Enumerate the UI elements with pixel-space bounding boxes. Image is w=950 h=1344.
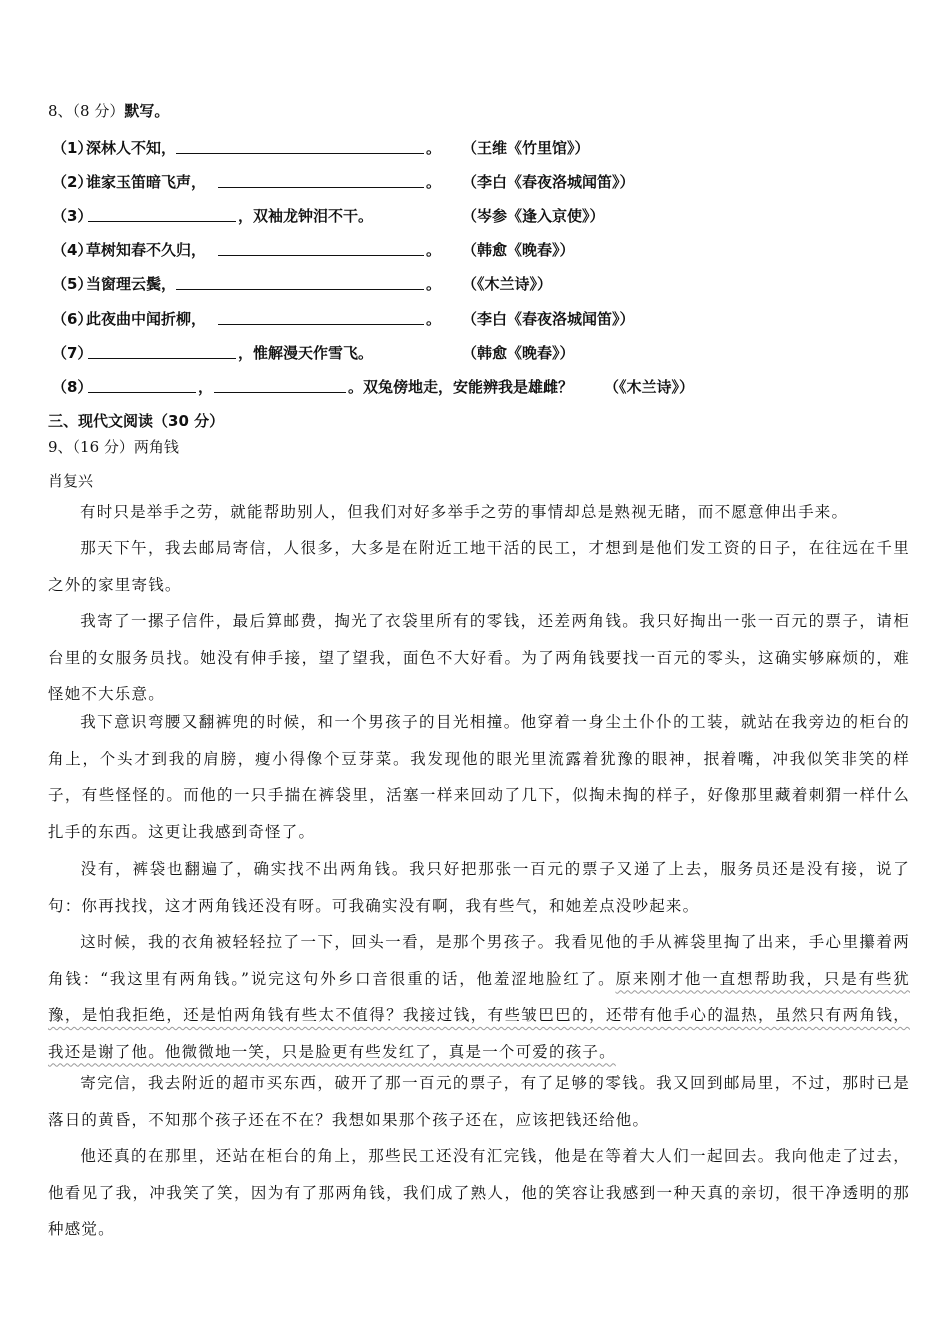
underlined-passage: 原来刚才他一直想帮助我，只是有些犹豫，是怕我拒绝，还是怕两角钱有些太不值得？我接过钱，有些皱巴巴的，还带有他手心的温热，虽然只有两角钱，我还是谢了他。他微微地一笑，只是脸更有些发红了，真是一个可爱的孩子。 [48, 969, 910, 1061]
verse-before: 深林人不知， [86, 139, 177, 157]
verse-after: 。 [426, 275, 442, 293]
paragraph-text: 有时只是举手之劳，就能帮助别人，但我们对好多举手之劳的事情却总是熟视无睹，而不愿意伸出手来。 [80, 503, 849, 521]
verse-after: 。 [426, 241, 442, 259]
item-number: （6） [52, 310, 93, 328]
article-paragraph-7 [48, 1065, 910, 1138]
verse-source: （王维《竹里馆》） [462, 139, 590, 157]
answer-blank[interactable] [88, 205, 236, 226]
verse-source: （李白《春夜洛城闻笛》） [462, 173, 635, 191]
answer-blank[interactable] [218, 308, 424, 329]
article-title: 两角钱 [133, 438, 179, 456]
answer-blank[interactable] [88, 342, 236, 363]
item-number: （7） [52, 344, 93, 362]
article-paragraph-6 [48, 924, 910, 1070]
verse-after: ，惟解漫天作雪飞。 [238, 344, 374, 362]
verse-before: 谁家玉笛暗飞声， [86, 173, 207, 191]
question-score: （16 分） [72, 438, 134, 456]
verse-after: 。 [426, 173, 442, 191]
verse-before: 草树知春不久归， [86, 241, 207, 259]
article-paragraph-3 [48, 603, 910, 713]
item-number: （3） [52, 207, 93, 225]
answer-blank[interactable] [218, 239, 424, 260]
question-8-heading [48, 100, 169, 121]
verse-comma: ， [198, 378, 214, 396]
paragraph-text: 这时候，我的衣角被轻轻拉了一下，回头一看，是那个男孩子。我看见他的手从裤袋里掏了出来，手心里攥着两角钱：“我这里有两角钱。”说完这句外乡口音很重的话，他羞涩地脸红了。 [48, 933, 910, 988]
paragraph-text: 寄完信，我去附近的超市买东西，破开了那一百元的票子，有了足够的零钱。我又回到邮局里，不过，那时已是落日的黄昏，不知那个孩子还在不在？我想如果那个孩子还在，应该把钱还给他。 [48, 1074, 910, 1129]
verse-source: （韩愈《晚春》） [462, 241, 575, 259]
item-number: （2） [52, 173, 93, 191]
question-number: 8、 [48, 102, 73, 120]
answer-blank[interactable] [176, 273, 424, 294]
article-paragraph-2 [48, 530, 910, 603]
verse-after: 。双兔傍地走，安能辨我是雄雌？ [348, 378, 574, 396]
verse-before: 此夜曲中闻折柳， [86, 310, 207, 328]
article-paragraph-4 [48, 704, 910, 850]
question-9-heading [48, 436, 179, 457]
answer-blank[interactable] [176, 137, 424, 158]
item-number: （4） [52, 241, 93, 259]
verse-after: 。 [426, 139, 442, 157]
section-3-heading: 三、现代文阅读（30 分） [48, 412, 225, 430]
question-number: 9、 [48, 438, 73, 456]
article-author: 肖复兴 [48, 472, 94, 490]
verse-source: （《木兰诗》） [604, 378, 695, 396]
article-paragraph-8 [48, 1138, 910, 1248]
verse-source: （李白《春夜洛城闻笛》） [462, 310, 635, 328]
verse-before: 当窗理云鬓， [86, 275, 177, 293]
item-number: （5） [52, 275, 93, 293]
question-title: 默写。 [124, 102, 170, 120]
paragraph-text: 没有，裤袋也翻遍了，确实找不出两角钱。我只好把那张一百元的票子又递了上去，服务员还是没有接，说了句：你再找找，这才两角钱还没有呀。可我确实没有啊，我有些气，和她差点没吵起来。 [48, 860, 910, 915]
answer-blank[interactable] [218, 171, 424, 192]
question-score: （8 分） [72, 102, 125, 120]
item-number: （8） [52, 378, 93, 396]
verse-after: ，双袖龙钟泪不干。 [238, 207, 374, 225]
article-paragraph-5 [48, 851, 910, 924]
verse-source: （岑参《逢入京使》） [462, 207, 605, 225]
answer-blank[interactable] [214, 376, 346, 397]
paragraph-text: 我寄了一摞子信件，最后算邮费，掏光了衣袋里所有的零钱，还差两角钱。我只好掏出一张一百元的票子，请柜台里的女服务员找。她没有伸手接，望了望我，面色不大好看。为了两角钱要找一百元的零头，这确实够麻烦的，难怪她不大乐意。 [48, 612, 910, 703]
answer-blank[interactable] [88, 376, 196, 397]
article-paragraph-1 [48, 494, 910, 531]
verse-source: （韩愈《晚春》） [462, 344, 575, 362]
paragraph-text: 我下意识弯腰又翻裤兜的时候，和一个男孩子的目光相撞。他穿着一身尘土仆仆的工装，就站在我旁边的柜台的角上，个头才到我的肩膀，瘦小得像个豆芽菜。我发现他的眼光里流露着犹豫的眼神，抿着嘴，冲我似笑非笑的样子，有些怪怪的。而他的一只手揣在裤袋里，活塞一样来回动了几下，似掏未掏的样子，好像那里藏着刺猬一样什么扎手的东西。这更让我感到奇怪了。 [48, 713, 910, 841]
paragraph-text: 那天下午，我去邮局寄信，人很多，大多是在附近工地干活的民工，才想到是他们发工资的日子，在往远在千里之外的家里寄钱。 [48, 539, 910, 594]
paragraph-text: 他还真的在那里，还站在柜台的角上，那些民工还没有汇完钱，他是在等着大人们一起回去。我向他走了过去，他看见了我，冲我笑了笑，因为有了那两角钱，我们成了熟人，他的笑容让我感到一种天真的亲切，很干净透明的那种感觉。 [48, 1147, 910, 1238]
verse-after: 。 [426, 310, 442, 328]
item-number: （1） [52, 139, 93, 157]
verse-source: （《木兰诗》） [462, 275, 553, 293]
